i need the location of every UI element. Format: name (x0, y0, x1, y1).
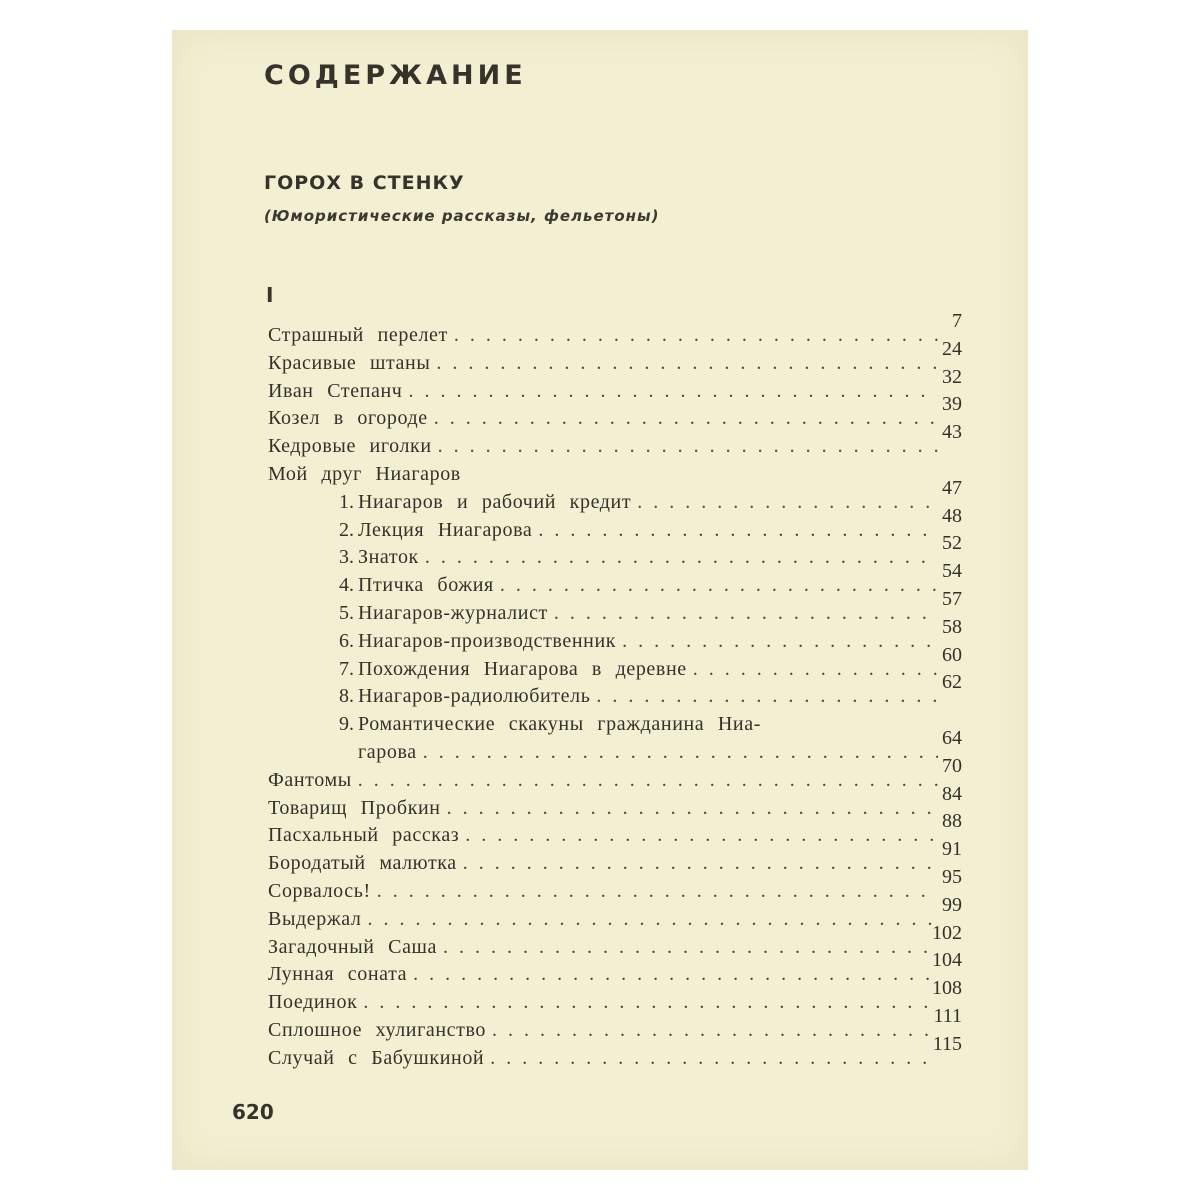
toc-entry-title: Страшный перелет (268, 324, 448, 346)
page-heading: СОДЕРЖАНИЕ (264, 60, 527, 91)
toc-entry-page: 48 (942, 504, 962, 527)
toc-entry-title: Случай с Бабушкиной (268, 1046, 485, 1069)
toc-entry-title: Знаток (358, 546, 419, 569)
toc-entry-title: Сплошное хулиганство (268, 1018, 486, 1041)
toc-entry-page: 39 (942, 393, 962, 416)
dot-leader (622, 628, 938, 656)
dot-leader (363, 989, 938, 1017)
dot-leader (436, 350, 938, 378)
toc-entry-page: 111 (933, 1004, 962, 1027)
dot-leader (500, 572, 938, 600)
toc-entry-page: 52 (942, 532, 962, 555)
dot-leader (447, 795, 938, 823)
dot-leader (377, 878, 938, 906)
dot-leader (454, 322, 938, 350)
toc-entry-page: 58 (942, 615, 962, 638)
dot-leader (413, 961, 938, 989)
toc-entry-page: 91 (942, 838, 962, 861)
toc-entry (268, 1032, 962, 1073)
toc-entry-number: 8. (339, 685, 354, 708)
toc-entry-title: Лунная соната (268, 963, 408, 986)
toc-entry-title: Бородатый малютка (268, 852, 457, 875)
dot-leader (438, 433, 938, 461)
dot-leader (538, 517, 938, 545)
toc-entry-page: 115 (932, 1032, 962, 1055)
toc-entry-title: Пасхальный рассказ (268, 824, 460, 847)
dot-leader (490, 1045, 938, 1073)
toc-entry-title: Фантомы (268, 768, 352, 791)
toc-entry (268, 671, 962, 711)
toc-entry-page: 43 (942, 421, 962, 444)
dot-leader (596, 683, 938, 711)
dot-leader (443, 934, 938, 962)
toc-entry-title: гарова (358, 740, 417, 763)
book-page (172, 30, 1028, 1170)
toc-entry-page: 60 (942, 643, 962, 666)
toc-entry-number: 2. (339, 518, 354, 541)
toc-entry-page: 54 (942, 560, 962, 583)
toc-entry-number: 5. (339, 601, 354, 624)
toc-entry-number: 4. (339, 574, 354, 597)
toc-entry-title: Иван Степанч (268, 379, 403, 402)
section-title: ГОРОХ В СТЕНКУ (264, 172, 465, 194)
toc-entry-page: 64 (942, 726, 962, 749)
toc-entry-title: Поединок (268, 991, 358, 1014)
toc-entry-page: 57 (942, 587, 962, 610)
toc-entry-page: 102 (932, 921, 962, 944)
toc-entry-page: 99 (942, 893, 962, 916)
dot-leader (358, 767, 938, 795)
toc-entry-page: 70 (942, 754, 962, 777)
toc-entry-title: Кедровые иголки (268, 435, 432, 458)
toc-entry-title: Ниагаров-радиолюбитель (358, 685, 591, 708)
toc-entry-title: Похождения Ниагарова в деревне (358, 657, 687, 680)
toc-entry-title: Ниагаров и рабочий кредит (358, 490, 632, 513)
toc-entry-page: 84 (942, 782, 962, 805)
toc-entry (268, 461, 948, 489)
toc-entry-page: 88 (942, 810, 962, 833)
toc-entry-number: 6. (339, 629, 354, 652)
toc-entry-page: 95 (942, 865, 962, 888)
dot-leader (425, 544, 938, 572)
toc-entry-title: Товарищ Пробкин (268, 796, 441, 819)
dot-leader (637, 489, 938, 517)
part-number: I (266, 283, 274, 307)
toc-entry-page: 47 (942, 476, 962, 499)
toc-entry-title: Ниагаров-производственник (358, 629, 617, 652)
dot-leader (465, 822, 938, 850)
toc-entry-title: Выдержал (268, 907, 362, 930)
toc-entry-page: 104 (932, 949, 962, 972)
dot-leader (463, 850, 938, 878)
toc-entry-page: 24 (942, 337, 962, 360)
toc-entry-title: Ниагаров-журналист (358, 601, 548, 624)
toc-entry (268, 711, 948, 739)
toc-entry-title: Загадочный Саша (268, 935, 438, 958)
dot-leader (367, 906, 938, 934)
page-number: 620 (232, 1100, 274, 1124)
dot-leader (434, 405, 938, 433)
toc-entry-number: 7. (339, 657, 354, 680)
dot-leader (492, 1017, 938, 1045)
table-of-contents (268, 310, 962, 1073)
toc-entry-title: Мой друг Ниагаров (268, 462, 461, 485)
dot-leader (554, 600, 938, 628)
section-subtitle: (Юмористические рассказы, фельетоны) (264, 207, 660, 225)
toc-entry-page: 32 (942, 365, 962, 388)
toc-entry-title: Сорвалось! (268, 879, 371, 902)
dot-leader (408, 378, 938, 406)
toc-entry-page: 62 (942, 671, 962, 694)
toc-entry (268, 421, 962, 461)
toc-entry-title: Красивые штаны (268, 351, 431, 374)
toc-entry-number: 3. (339, 546, 354, 569)
toc-entry-title: Лекция Ниагарова (358, 518, 533, 541)
toc-entry-number: 9. (339, 713, 354, 736)
toc-entry-title: Козел в огороде (268, 407, 428, 430)
toc-entry-title: Птичка божия (358, 574, 494, 597)
toc-entry-page: 7 (952, 310, 962, 332)
dot-leader (423, 739, 938, 767)
toc-entry-title: Романтические скакуны гражданина Ниа- (358, 713, 761, 736)
toc-entry-page: 108 (932, 977, 962, 1000)
toc-entry-number: 1. (339, 490, 354, 513)
